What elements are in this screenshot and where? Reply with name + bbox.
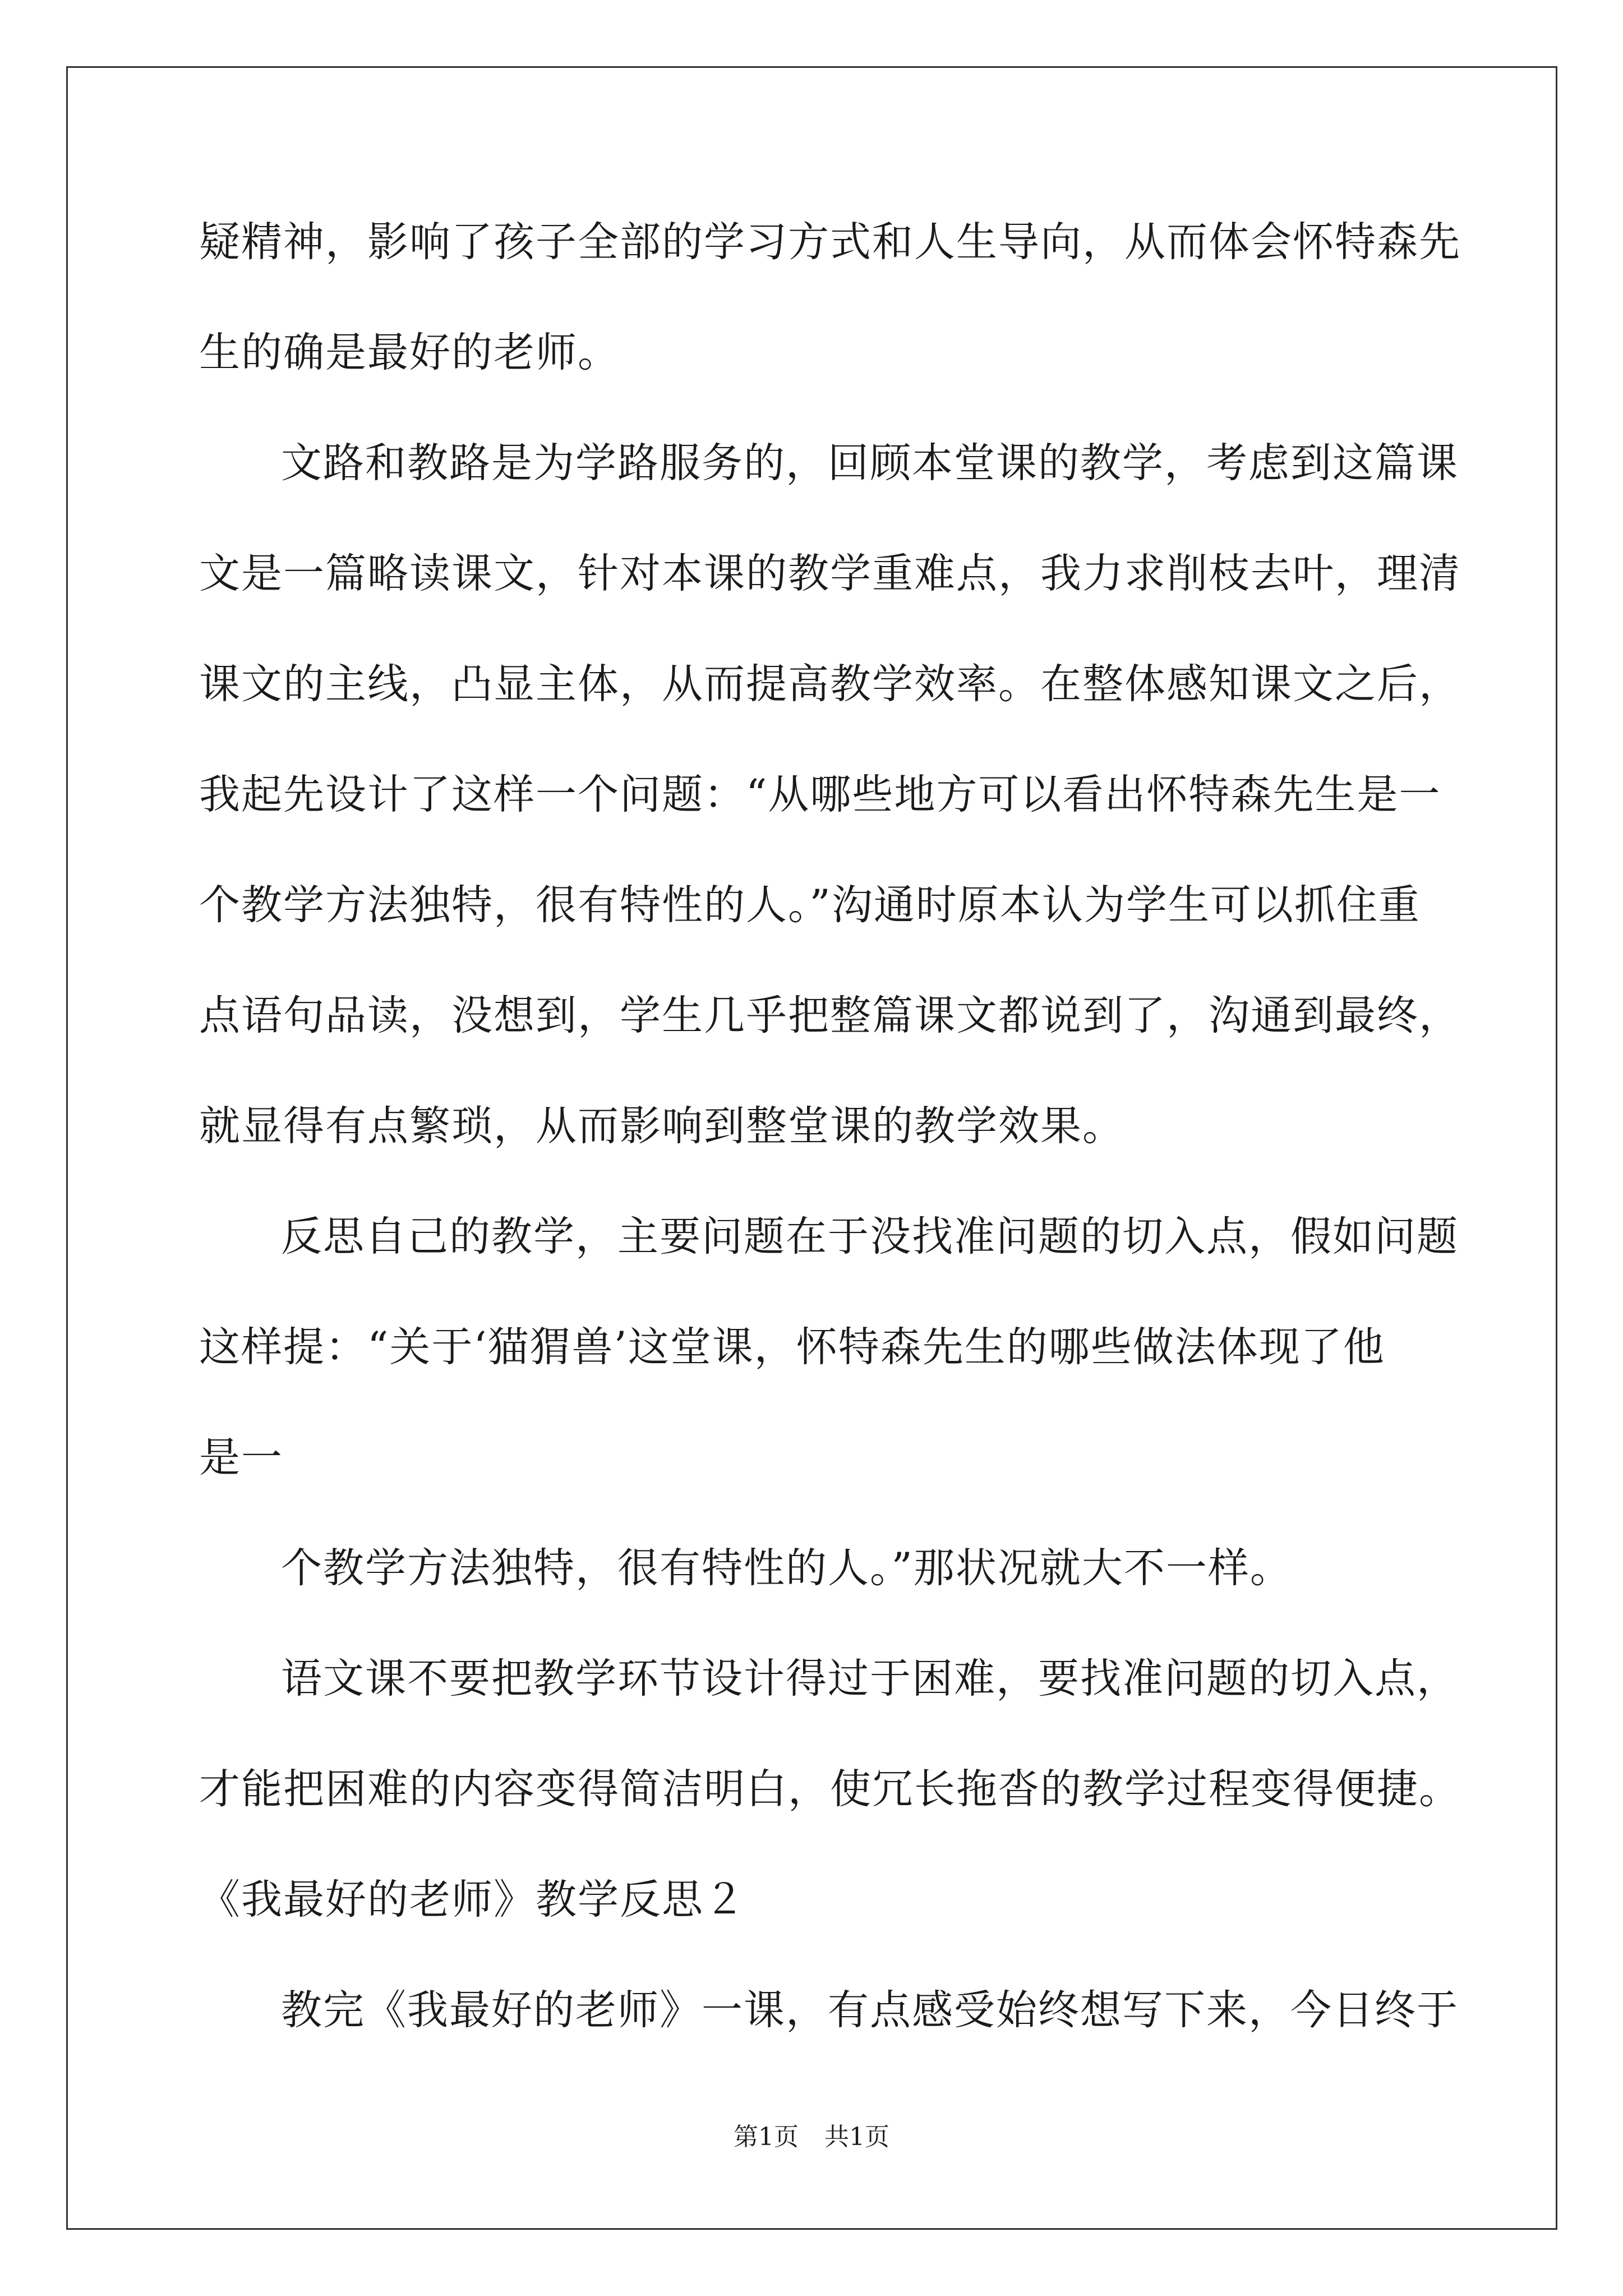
page-number-total: 共1页 [824,2123,889,2151]
page-footer [0,2125,1623,2150]
text-line-2: 生的确是最好的老师。 [199,329,620,376]
text-line-17: 教完《我最好的老师》一课，有点感受始终想写下来，今日终于 [281,1986,1459,2034]
text-line-13: 个教学方法独特，很有特性的人。”那状况就大不一样。 [281,1544,1292,1592]
document-body [199,218,1461,2100]
text-line-10: 反思自己的教学，主要问题在于没找准问题的切入点，假如问题 [281,1213,1459,1260]
text-line-5: 课文的主线，凸显主体，从而提高教学效率。在整体感知课文之后， [199,660,1461,708]
text-line-6: 我起先设计了这样一个问题：“从哪些地方可以看出怀特森先生是一 [199,771,1441,818]
text-line-7: 个教学方法独特，很有特性的人。”沟通时原本认为学生可以抓住重 [199,881,1421,929]
text-line-15: 才能把困难的内容变得简洁明白，使冗长拖沓的教学过程变得便捷。 [199,1765,1461,1813]
page-number-current: 第1页 [734,2123,799,2151]
text-line-14: 语文课不要把教学环节设计得过于困难，要找准问题的切入点， [281,1655,1459,1703]
text-line-3: 文路和教路是为学路服务的，回顾本堂课的教学，考虑到这篇课 [281,439,1459,487]
text-line-12: 是一 [199,1434,283,1481]
text-line-1: 疑精神，影响了孩子全部的学习方式和人生导向，从而体会怀特森先 [199,218,1461,266]
text-line-9: 就显得有点繁琐，从而影响到整堂课的教学效果。 [199,1102,1124,1150]
section-heading: 《我最好的老师》教学反思２ [199,1876,746,1924]
text-line-4: 文是一篇略读课文，针对本课的教学重难点，我力求削枝去叶，理清 [199,550,1461,597]
text-line-8: 点语句品读，没想到，学生几乎把整篇课文都说到了，沟通到最终， [199,992,1461,1039]
text-line-11: 这样提：“关于‘猫猬兽’这堂课，怀特森先生的哪些做法体现了他 [199,1323,1385,1371]
